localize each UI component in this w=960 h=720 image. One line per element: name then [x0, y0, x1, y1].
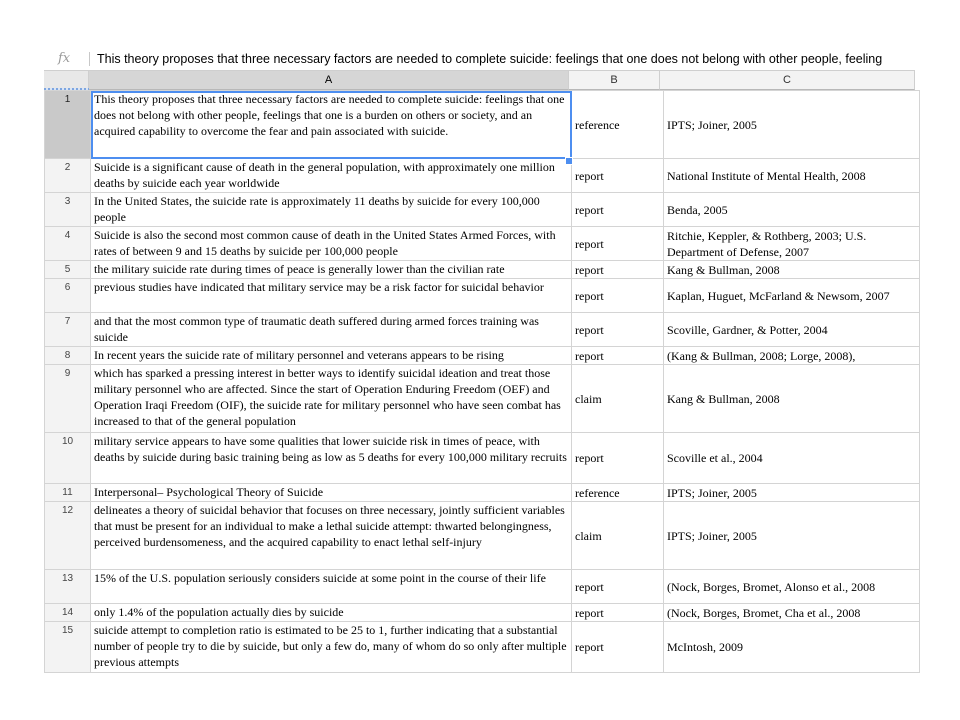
cell-a[interactable]: and that the most common type of traumatic death suffered during armed forces training was suicide — [91, 313, 572, 347]
cell-b[interactable]: report — [572, 261, 664, 279]
cell-b[interactable]: report — [572, 193, 664, 227]
cell-b[interactable]: report — [572, 279, 664, 313]
formula-bar — [0, 48, 960, 70]
table-row — [45, 502, 920, 570]
cell-a[interactable]: 15% of the U.S. population seriously considers suicide at some point in the course of their life — [91, 570, 572, 604]
column-header-b[interactable]: B — [569, 70, 660, 90]
row-header[interactable]: 1 — [45, 91, 91, 159]
cell-c[interactable]: Scoville et al., 2004 — [664, 433, 920, 484]
cell-a[interactable]: In the United States, the suicide rate is approximately 11 deaths by suicide for every 100,000 people — [91, 193, 572, 227]
sheet-table — [44, 90, 920, 673]
cell-b[interactable]: report — [572, 159, 664, 193]
select-all-corner[interactable] — [44, 70, 89, 90]
cell-a[interactable]: suicide attempt to completion ratio is estimated to be 25 to 1, further indicating that a substantial number of people try to die by suicide, but only a few do, many of whom do so only after multiple previous attempts — [91, 622, 572, 673]
fx-icon: fx — [58, 51, 71, 66]
cell-a[interactable]: previous studies have indicated that military service may be a risk factor for suicidal behavior — [91, 279, 572, 313]
cell-a[interactable]: only 1.4% of the population actually dies by suicide — [91, 604, 572, 622]
table-row — [45, 570, 920, 604]
cell-c[interactable]: Benda, 2005 — [664, 193, 920, 227]
cell-b[interactable]: report — [572, 570, 664, 604]
cell-b[interactable]: claim — [572, 365, 664, 433]
formula-bar-content[interactable]: This theory proposes that three necessary factors are needed to complete suicide: feelings that one does not belong with other people, feeling — [97, 52, 883, 66]
row-header[interactable]: 10 — [45, 433, 91, 484]
table-row — [45, 604, 920, 622]
table-row — [45, 279, 920, 313]
cell-b[interactable]: report — [572, 227, 664, 261]
cell-c[interactable]: Ritchie, Keppler, & Rothberg, 2003; U.S. Department of Defense, 2007 — [664, 227, 920, 261]
cell-c[interactable]: Scoville, Gardner, & Potter, 2004 — [664, 313, 920, 347]
formula-bar-divider — [89, 52, 90, 66]
cell-b[interactable]: report — [572, 313, 664, 347]
row-header[interactable]: 9 — [45, 365, 91, 433]
cell-a[interactable]: which has sparked a pressing interest in better ways to identify suicidal ideation and treat those military personnel who are affected. Since the start of Operation Enduring Freedom (OEF) and Operation Iraqi Freedom (OIF), the suicide rate for military personnel who have seen combat has increased to that of the general population — [91, 365, 572, 433]
cell-c[interactable]: IPTS; Joiner, 2005 — [664, 484, 920, 502]
row-header[interactable]: 14 — [45, 604, 91, 622]
cell-c[interactable]: McIntosh, 2009 — [664, 622, 920, 673]
table-row — [45, 193, 920, 227]
table-row — [45, 159, 920, 193]
cell-a[interactable]: military service appears to have some qualities that lower suicide risk in times of peace, with deaths by suicide during basic training being as low as 5 deaths for every 100,000 military recruits — [91, 433, 572, 484]
cell-b[interactable]: report — [572, 433, 664, 484]
cell-a[interactable]: the military suicide rate during times of peace is generally lower than the civilian rate — [91, 261, 572, 279]
table-row — [45, 91, 920, 159]
row-header[interactable]: 5 — [45, 261, 91, 279]
cell-c[interactable]: IPTS; Joiner, 2005 — [664, 502, 920, 570]
cell-a[interactable]: Interpersonal– Psychological Theory of Suicide — [91, 484, 572, 502]
row-header[interactable]: 6 — [45, 279, 91, 313]
cell-b[interactable]: reference — [572, 484, 664, 502]
row-header[interactable]: 11 — [45, 484, 91, 502]
table-row — [45, 365, 920, 433]
row-header[interactable]: 13 — [45, 570, 91, 604]
row-header[interactable]: 4 — [45, 227, 91, 261]
table-row — [45, 433, 920, 484]
cell-a[interactable]: This theory proposes that three necessary factors are needed to complete suicide: feelings that one does not belong with other people, feelings that one is a burden on others or society, and an acquired capability to overcome the fear and pain associated with suicide. — [91, 91, 572, 159]
column-header-c[interactable]: C — [660, 70, 915, 90]
cell-c[interactable]: IPTS; Joiner, 2005 — [664, 91, 920, 159]
cell-a[interactable]: delineates a theory of suicidal behavior that focuses on three necessary, jointly sufficient variables that must be present for an individual to make a lethal suicide attempt: thwarted belongingness, perceived burdensomeness, and the acquired capability to enact lethal self-injury — [91, 502, 572, 570]
row-header[interactable]: 8 — [45, 347, 91, 365]
cell-b[interactable]: report — [572, 622, 664, 673]
table-row — [45, 261, 920, 279]
row-header[interactable]: 12 — [45, 502, 91, 570]
cell-c[interactable]: Kaplan, Huguet, McFarland & Newsom, 2007 — [664, 279, 920, 313]
cell-b[interactable]: claim — [572, 502, 664, 570]
cell-a[interactable]: In recent years the suicide rate of military personnel and veterans appears to be rising — [91, 347, 572, 365]
table-row — [45, 622, 920, 673]
row-header[interactable]: 2 — [45, 159, 91, 193]
table-row — [45, 347, 920, 365]
table-row — [45, 484, 920, 502]
fill-handle[interactable] — [565, 157, 573, 165]
row-header[interactable]: 7 — [45, 313, 91, 347]
cell-b[interactable]: report — [572, 604, 664, 622]
column-header-a[interactable]: A — [89, 70, 569, 90]
cell-c[interactable]: (Kang & Bullman, 2008; Lorge, 2008), — [664, 347, 920, 365]
cell-c[interactable]: National Institute of Mental Health, 2008 — [664, 159, 920, 193]
table-row — [45, 313, 920, 347]
table-row — [45, 227, 920, 261]
cell-a[interactable]: Suicide is a significant cause of death in the general population, with approximately one million deaths by suicide each year worldwide — [91, 159, 572, 193]
cell-c[interactable]: (Nock, Borges, Bromet, Alonso et al., 2008 — [664, 570, 920, 604]
cell-c[interactable]: Kang & Bullman, 2008 — [664, 261, 920, 279]
cell-b[interactable]: report — [572, 347, 664, 365]
cell-a[interactable]: Suicide is also the second most common cause of death in the United States Armed Forces, with rates of between 9 and 15 deaths by suicide per 100,000 people — [91, 227, 572, 261]
row-header[interactable]: 15 — [45, 622, 91, 673]
cell-c[interactable]: (Nock, Borges, Bromet, Cha et al., 2008 — [664, 604, 920, 622]
cell-c[interactable]: Kang & Bullman, 2008 — [664, 365, 920, 433]
row-header[interactable]: 3 — [45, 193, 91, 227]
cell-b[interactable]: reference — [572, 91, 664, 159]
